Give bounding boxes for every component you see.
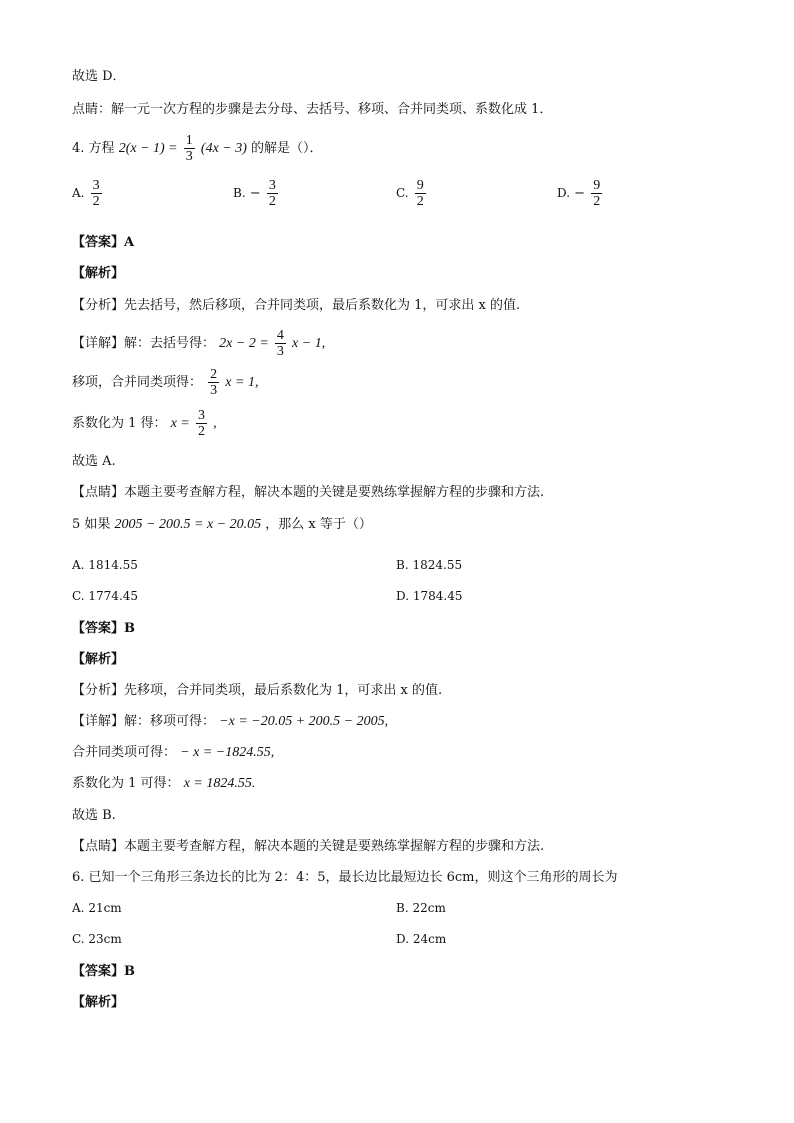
q6-option-c: C. 23cm xyxy=(72,932,122,946)
q4-eq-left: 2(x − 1) = xyxy=(118,141,178,156)
q4-eq-right: (4x − 3) xyxy=(200,141,247,156)
prev-tip: 点睛：解一元一次方程的步骤是去分母、去括号、移项、合并同类项、系数化成 1． xyxy=(72,102,553,117)
q5-analysis: 【分析】先移项，合并同类项，最后系数化为 1，可求出 x 的值. xyxy=(72,683,443,698)
prev-choice: 故选 D． xyxy=(72,69,126,84)
q4-option-a xyxy=(72,178,104,209)
q4-analysis-head: 【解析】 xyxy=(72,266,125,281)
q5-option-a: A. 1814.55 xyxy=(72,558,138,572)
q4-option-a-frac: $\frac{3}{2}$ xyxy=(92,178,100,209)
q4-option-d-label: D. xyxy=(557,186,571,200)
q5-option-d: D. 1784.45 xyxy=(396,589,463,603)
q4-step3: 系数化为 1 得： x = $\frac{3}{2}$ , xyxy=(72,408,217,439)
q6-option-a: A. 21cm xyxy=(72,901,122,915)
q4-option-b-label: B. xyxy=(233,186,246,200)
q5-stem-eq: 2005 − 200.5 = x − 20.05 xyxy=(114,517,262,532)
q4-step2-frac: $\frac{2}{3}$ xyxy=(210,367,218,398)
q4-detail: 【详解】解：去括号得： 2x − 2 = $\frac{4}{3}$ x − 1, xyxy=(72,328,326,359)
q4-option-b: B. − $\frac{3}{2}$ xyxy=(233,178,276,209)
q4-option-b-frac: $\frac{3}{2}$ xyxy=(268,178,276,209)
q5-option-c: C. 1774.45 xyxy=(72,589,139,603)
q4-analysis: 【分析】先去括号，然后移项，合并同类项，最后系数化为 1，可求出 x 的值. xyxy=(72,298,521,313)
q5-option-b: B. 1824.55 xyxy=(396,558,463,572)
q4-tip: 【点睛】本题主要考查解方程，解决本题的关键是要熟练掌握解方程的步骤和方法. xyxy=(72,485,545,500)
q6-analysis-head: 【解析】 xyxy=(72,995,125,1010)
q4-frac-den: 3 xyxy=(185,149,193,164)
q5-step2: 合并同类项可得： − x = −1824.55, xyxy=(72,745,275,760)
q6-answer: 【答案】B xyxy=(72,964,135,979)
q5-answer: 【答案】B xyxy=(72,621,135,636)
q4-stem-post: 的解是（）． xyxy=(251,141,323,156)
q4-step3-frac: $\frac{3}{2}$ xyxy=(198,408,205,439)
q5-step3: 系数化为 1 可得： x = 1824.55. xyxy=(72,776,256,791)
q5-tip: 【点睛】本题主要考查解方程，解决本题的关键是要熟练掌握解方程的步骤和方法. xyxy=(72,839,545,854)
q4-step2: 移项，合并同类项得： $\frac{2}{3}$ x = 1, xyxy=(72,367,259,398)
q4-stem-pre: 4. 方程 xyxy=(72,141,115,156)
q5-detail: 【详解】解：移项可得： −x = −20.05 + 200.5 − 2005, xyxy=(72,714,389,729)
q4-frac-num: 1 xyxy=(185,133,193,148)
q6-stem: 6. 已知一个三角形三条边长的比为 2：4：5，最长边比最短边长 6cm，则这个三角形的周长为 xyxy=(72,870,618,885)
q5-choice: 故选 B. xyxy=(72,808,116,823)
q4-answer: 【答案】A xyxy=(72,235,135,250)
q5-stem: 5 如果 2005 − 200.5 = x − 20.05 ，那么 x 等于（） xyxy=(72,517,372,532)
q4-option-c-frac: $\frac{9}{2}$ xyxy=(416,178,424,209)
q4-option-a-label: A. xyxy=(72,186,85,200)
q4-detail-frac: $\frac{4}{3}$ xyxy=(276,328,284,359)
q4-choice: 故选 A. xyxy=(72,454,116,469)
q6-option-d: D. 24cm xyxy=(396,932,447,946)
q4-option-d-frac: $\frac{9}{2}$ xyxy=(593,178,601,209)
q4-stem xyxy=(72,133,323,164)
q6-option-b: B. 22cm xyxy=(396,901,446,915)
q4-frac xyxy=(184,133,195,164)
q4-option-d: D. − $\frac{9}{2}$ xyxy=(557,178,601,209)
q4-option-c-label: C. xyxy=(396,186,409,200)
q5-analysis-head: 【解析】 xyxy=(72,652,125,667)
q4-option-c xyxy=(396,178,428,209)
